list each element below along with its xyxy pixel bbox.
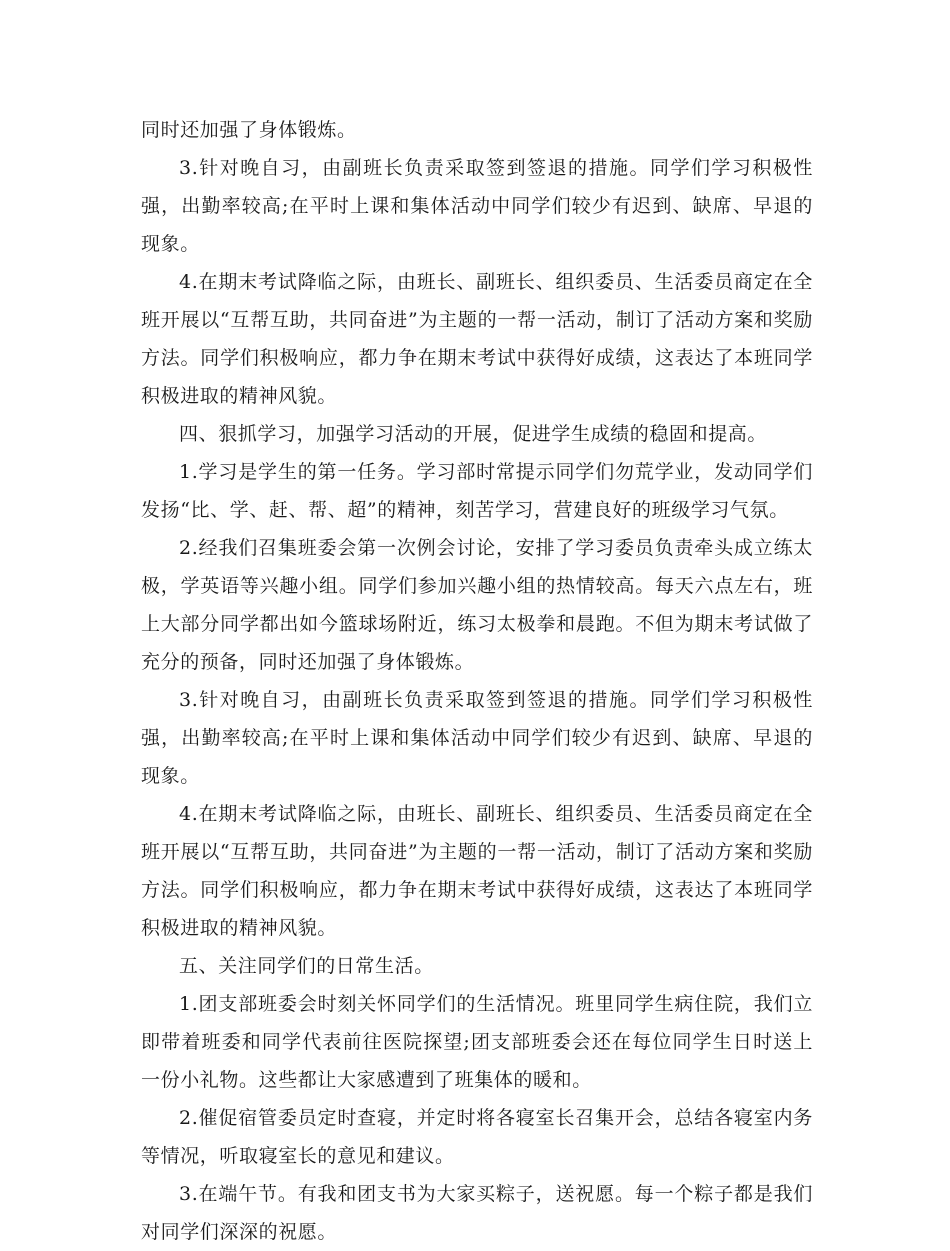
- paragraph-item-2-dorm-check: 2.催促宿管委员定时查寝，并定时将各寝室长召集开会，总结各寝室内务等情况，听取寝室长的意见和建议。: [141, 1107, 813, 1167]
- paragraph-item-1-study-task: 1.学习是学生的第一任务。学习部时常提示同学们勿荒学业，发动同学们发扬“比、学、赶、帮、超”的精神，刻苦学习，营建良好的班级学习气氛。: [141, 461, 813, 521]
- paragraph-item-3-dragon-boat: 3.在端午节。有我和团支书为大家买粽子，送祝愿。每一个粽子都是我们对同学们深深的祝愿。: [141, 1183, 813, 1243]
- section-heading-study: 四、狠抓学习，加强学习活动的开展，促进学生成绩的稳固和提高。: [179, 423, 768, 445]
- paragraph-item-4-mutual-help-repeat: 4.在期末考试降临之际，由班长、副班长、组织委员、生活委员商定在全班开展以“互帮互助，共同奋进”为主题的一帮一活动，制订了活动方案和奖励方法。同学们积极响应，都力争在期末考试中获得好成绩，这表达了本班同学积极进取的精神风貌。: [141, 803, 813, 939]
- paragraph-item-4-mutual-help: 4.在期末考试降临之际，由班长、副班长、组织委员、生活委员商定在全班开展以“互帮互助，共同奋进”为主题的一帮一活动，制订了活动方案和奖励方法。同学们积极响应，都力争在期末考试中获得好成绩，这表达了本班同学积极进取的精神风貌。: [141, 271, 813, 407]
- paragraph-item-3-evening-study: 3.针对晚自习，由副班长负责采取签到签退的措施。同学们学习积极性强，出勤率较高;在平时上课和集体活动中同学们较少有迟到、缺席、早退的现象。: [141, 157, 813, 255]
- paragraph-item-3-evening-study-repeat: 3.针对晚自习，由副班长负责采取签到签退的措施。同学们学习积极性强，出勤率较高;在平时上课和集体活动中同学们较少有迟到、缺席、早退的现象。: [141, 689, 813, 787]
- paragraph-continuation: 同时还加强了身体锻炼。: [141, 119, 357, 141]
- section-heading-daily-life: 五、关注同学们的日常生活。: [179, 955, 434, 977]
- paragraph-item-1-care: 1.团支部班委会时刻关怀同学们的生活情况。班里同学生病住院，我们立即带着班委和同学代表前往医院探望;团支部班委会还在每位同学生日时送上一份小礼物。这些都让大家感遭到了班集体的暖和。: [141, 993, 813, 1091]
- document-body: [141, 111, 813, 1251]
- paragraph-item-2-interest-groups: 2.经我们召集班委会第一次例会讨论，安排了学习委员负责牵头成立练太极，学英语等兴趣小组。同学们参加兴趣小组的热情较高。每天六点左右，班上大部分同学都出如今篮球场附近，练习太极拳和晨跑。不但为期末考试做了充分的预备，同时还加强了身体锻炼。: [141, 537, 813, 673]
